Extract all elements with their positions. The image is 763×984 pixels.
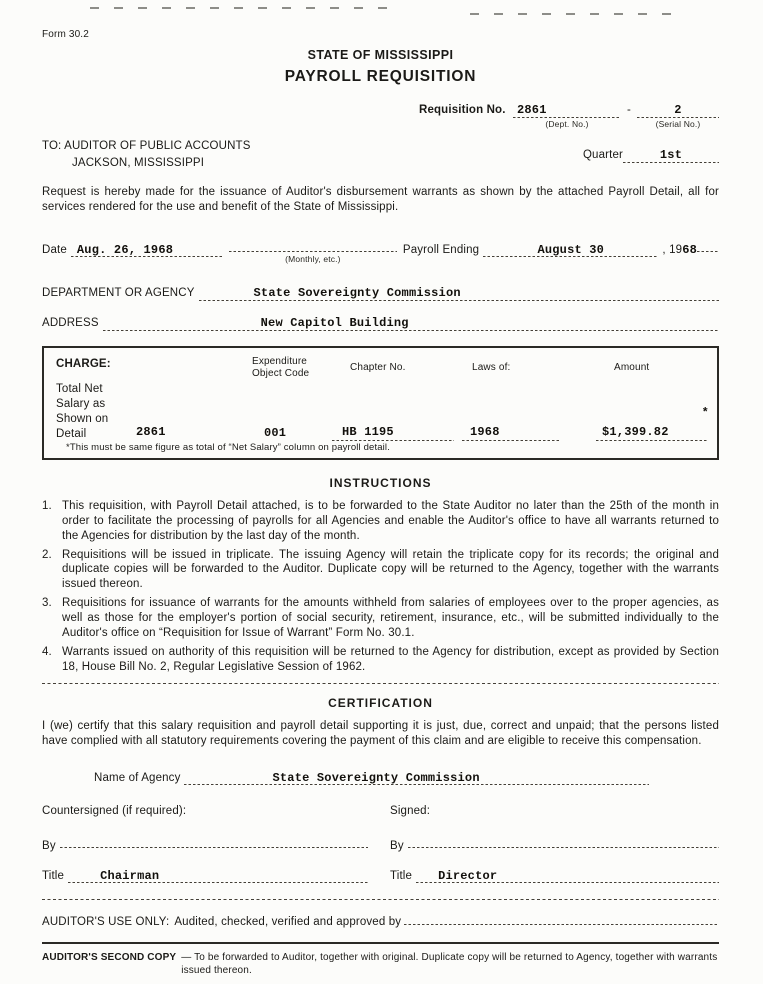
state-title: STATE OF MISSISSIPPI — [307, 48, 454, 62]
by-label-right: By — [390, 839, 404, 852]
title-field-right — [416, 869, 719, 884]
charge-label: CHARGE: — [56, 358, 111, 371]
title-label-left: Title — [42, 869, 65, 882]
instruction-item — [42, 645, 719, 675]
auditors-use-only-line — [404, 910, 719, 925]
detail-code-value: 2861 — [136, 425, 166, 440]
payroll-ending-label: Payroll Ending — [402, 243, 480, 256]
second-copy-text: — To be forwarded to Auditor, together with original. Duplicate copy will be returned to Agency, together with warrants issued thereon. — [181, 951, 718, 977]
amount-underline — [596, 439, 708, 441]
dept-no-value: 2861 — [517, 103, 547, 118]
instruction-text: Warrants issued on authority of this requisition will be returned to the Agency for distribution, except as provided by Section 18, House Bill No. 2, Regular Legislative Session of 1962. — [62, 646, 719, 674]
addressee-line2: JACKSON, MISSISSIPPI — [72, 156, 205, 169]
address-row — [42, 316, 719, 331]
year-printed: , 19 — [662, 243, 683, 256]
department-value: State Sovereignty Commission — [253, 286, 461, 301]
charge-row-label-2: Salary as — [56, 398, 106, 411]
by-row — [42, 834, 719, 854]
countersigned-label: Countersigned (if required): — [42, 804, 187, 817]
section-divider — [42, 683, 719, 684]
year-value: 68 — [682, 242, 697, 257]
dept-no-field — [513, 103, 621, 118]
date-field — [71, 243, 223, 258]
amount-asterisk: * — [701, 406, 709, 421]
object-code-value: 001 — [264, 426, 287, 441]
instruction-number: 3. — [42, 597, 52, 610]
title-row — [42, 869, 719, 884]
addressee-block — [42, 138, 719, 170]
dept-no-caption: (Dept. No.) — [545, 119, 589, 130]
col-header-expenditure — [252, 356, 309, 379]
instruction-text: Requisitions for issuance of warrants for the amounts withheld from salaries of employees over to the proper agencies, as well as those for the employer's portion of social security, retirement, insurance, etc., will be submitted individually to the Auditor's office on “Requisition for Issue of Warrant” Form No. 30.1. — [62, 597, 719, 640]
title-value-left: Chairman — [100, 868, 160, 883]
by-line-left — [60, 834, 368, 849]
name-of-agency-value: State Sovereignty Commission — [272, 770, 480, 785]
instruction-number: 2. — [42, 548, 52, 561]
instruction-number: 4. — [42, 646, 52, 659]
laws-underline — [462, 439, 560, 441]
requisition-number-block — [419, 103, 719, 130]
title-label-right: Title — [390, 869, 413, 882]
requisition-no-label: Requisition No. — [419, 104, 506, 117]
name-of-agency-field — [184, 771, 649, 786]
serial-no-field — [637, 103, 719, 118]
by-line-right — [408, 834, 719, 849]
addressee-line1: TO: AUDITOR OF PUBLIC ACCOUNTS — [42, 140, 251, 153]
by-label-left: By — [42, 839, 56, 852]
name-of-agency-row — [94, 771, 649, 786]
charge-box — [42, 346, 719, 460]
instruction-text: This requisition, with Payroll Detail attached, is to be forwarded to the State Auditor no later than the 25th of the month in order to facilitate the processing of payrolls for all Agencies and enable the Auditor's office to have all warrants returned to the Agencies for distribution by the last day of the month. — [62, 499, 719, 542]
col-header-expenditure-line2: Object Code — [252, 367, 310, 379]
department-field — [199, 286, 719, 301]
amount-value: $1,399.82 — [602, 425, 669, 440]
serial-no-caption: (Serial No.) — [655, 119, 701, 130]
instruction-item — [42, 548, 719, 593]
name-of-agency-label: Name of Agency — [94, 771, 181, 784]
auditors-use-only-row — [42, 910, 719, 930]
quarter-value: 1st — [659, 148, 683, 163]
instruction-item — [42, 499, 719, 544]
charge-row-label-3: Shown on — [56, 413, 109, 426]
form-number: Form 30.2 — [42, 29, 89, 40]
payroll-ending-value: August 30 — [537, 242, 605, 257]
form-title: PAYROLL REQUISITION — [284, 68, 477, 86]
col-header-amount: Amount — [614, 362, 650, 374]
signature-headers-row — [42, 804, 719, 819]
quarter-field — [623, 148, 719, 163]
quarter-label: Quarter — [582, 149, 623, 162]
instructions-title: INSTRUCTIONS — [329, 476, 432, 491]
heavy-divider — [42, 942, 719, 944]
department-row — [42, 286, 719, 301]
auditors-use-only-label: AUDITOR'S USE ONLY: — [42, 915, 170, 928]
charge-footnote: *This must be same figure as total of “Net Salary” column on payroll detail. — [66, 442, 390, 454]
serial-no-value: 2 — [674, 103, 682, 118]
second-copy-label: AUDITOR'S SECOND COPY — [42, 951, 177, 963]
address-label: ADDRESS — [42, 317, 99, 330]
col-header-expenditure-line1: Expenditure — [252, 356, 308, 368]
chapter-underline — [332, 439, 454, 441]
laws-of-value: 1968 — [470, 425, 500, 440]
date-value: Aug. 26, 1968 — [76, 242, 174, 257]
charge-row-label-4: Detail — [56, 428, 87, 441]
monthly-etc-line — [229, 239, 397, 264]
scan-artifact-top-right — [470, 13, 680, 15]
date-label: Date — [42, 243, 67, 256]
auditors-use-only-text: Audited, checked, verified and approved by — [174, 915, 402, 928]
instruction-number: 1. — [42, 499, 52, 512]
address-field — [103, 316, 719, 331]
department-label: DEPARTMENT OR AGENCY — [42, 287, 195, 300]
title-field-left — [68, 869, 368, 884]
certification-paragraph: I (we) certify that this salary requisition and payroll detail supporting it is just, due, correct and unpaid; that the persons listed have complied with all statutory requirements covering the payment of this claim and are eligible to receive this compensation. — [42, 719, 719, 747]
auditors-second-copy-note — [42, 951, 719, 978]
chapter-no-value: HB 1195 — [342, 425, 394, 440]
col-header-chapter: Chapter No. — [350, 362, 406, 374]
instruction-text: Requisitions will be issued in triplicate. The issuing Agency will retain the triplicate copy for its records; the original and duplicate copies will be forwarded to the Auditor. Duplicate copy will be returned to the Agency, together with the warrants issued thereon. — [62, 548, 719, 591]
col-header-laws: Laws of: — [472, 362, 511, 374]
monthly-caption: (Monthly, etc.) — [285, 253, 341, 264]
section-divider — [42, 899, 719, 900]
certification-title: CERTIFICATION — [328, 696, 433, 711]
address-value: New Capitol Building — [260, 316, 409, 331]
signed-label: Signed: — [390, 804, 431, 817]
title-value-right: Director — [438, 868, 498, 883]
instruction-item — [42, 596, 719, 641]
scan-artifact-top-left — [90, 7, 400, 9]
date-line — [42, 239, 719, 264]
year-tail-line — [697, 240, 719, 253]
charge-row-label-1: Total Net — [56, 383, 103, 396]
request-paragraph: Request is hereby made for the issuance of Auditor's disbursement warrants as shown by the attached Payroll Detail, all for services rendered for the use and benefit of the State of Mississippi. — [42, 185, 719, 213]
requisition-separator: - — [627, 104, 631, 117]
payroll-ending-field — [483, 243, 658, 258]
